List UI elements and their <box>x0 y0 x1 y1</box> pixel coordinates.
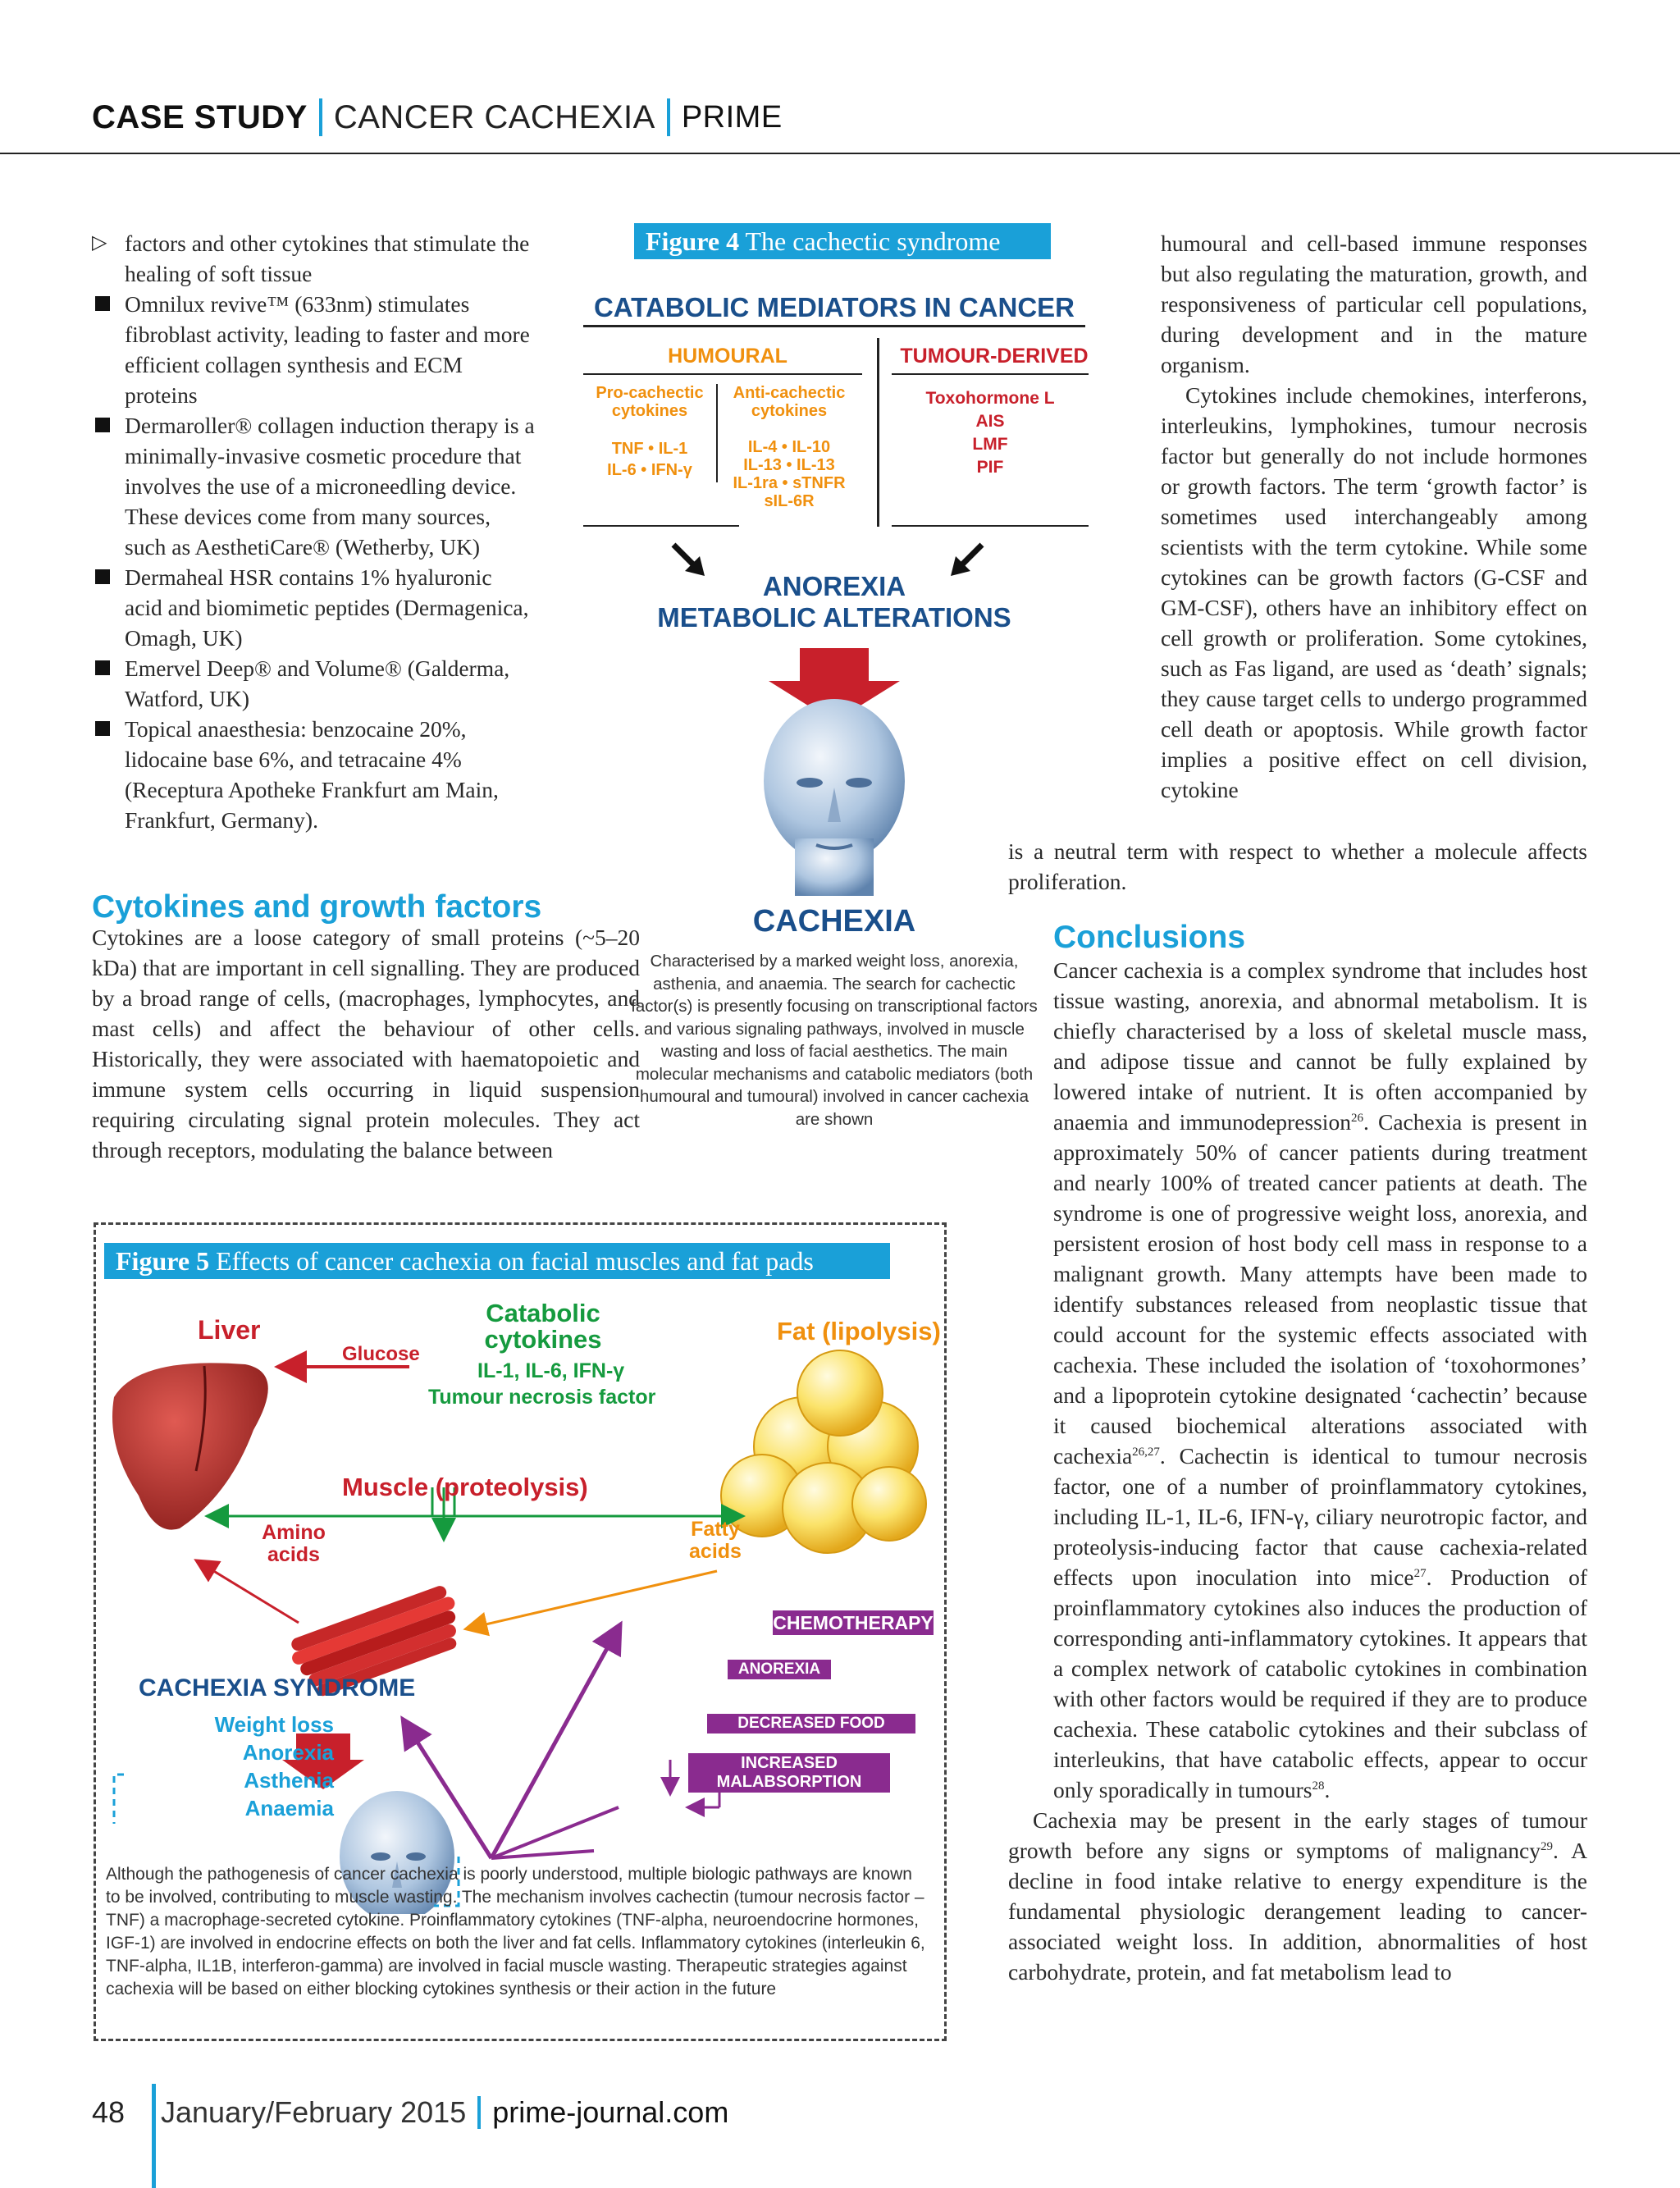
pro-cachectic-list: TNF • IL-1 IL-6 • IFN-γ <box>607 440 692 479</box>
fatty-acids-arrow <box>475 1571 717 1627</box>
header-divider <box>667 98 670 136</box>
symptom-item: Anaemia <box>244 1796 334 1820</box>
anorexia-label: ANOREXIA <box>762 571 906 601</box>
square-bullet-icon <box>95 418 110 432</box>
bullet-item: Omnilux revive™ (633nm) stimulates fibroblast activity, leading to faster and more efficient collagen synthesis and ECM proteins <box>92 289 535 410</box>
tumour-derived-list: Toxohormone L AIS LMF PIF <box>925 389 1055 477</box>
conclusions-body <box>1008 955 1587 1987</box>
conclusions-heading: Conclusions <box>1053 920 1246 955</box>
header-section: CASE STUDY <box>92 98 308 135</box>
cytokines-paragraph: Cytokines are a loose category of small proteins (~5–20 kDa) that are important in cell signalling. They are produced by a broad range of cells, (macrophages, lymphocytes, and mast cells) and affect the behaviour of other cells. Historically, they were associated with haematopoietic and immune system cells occurring in liquid suspension requiring circulating signal protein molecules. They act through receptors, modulating the balance between <box>92 925 640 1163</box>
humoural-rule <box>583 373 862 375</box>
fatty-acids-label: Fatty acids <box>689 1518 742 1563</box>
header-rule <box>0 153 1680 154</box>
symptom-item: Anorexia <box>242 1740 334 1765</box>
right-paragraph-3: is a neutral term with respect to whether a molecule affects proliferation. <box>1008 838 1587 894</box>
purple-link <box>491 1807 619 1858</box>
cytokines-heading: Cytokines and growth factors <box>92 889 542 925</box>
symptom-item: Weight loss <box>214 1712 334 1737</box>
increased-malabsorption-box: INCREASED MALABSORPTION <box>688 1753 890 1793</box>
humoural-bottom-rule <box>583 525 739 527</box>
amino-acids-arrow <box>204 1565 299 1623</box>
cachexia-label: CACHEXIA <box>752 904 916 939</box>
page-number: 48 <box>92 2095 126 2129</box>
muscle-label: Muscle (proteolysis) <box>342 1473 588 1501</box>
square-bullet-icon <box>95 569 110 584</box>
purple-arrow-to-fat <box>491 1635 614 1858</box>
figure-4-caption: Characterised by a marked weight loss, anorexia, asthenia, and anaemia. The search for cachectic factor(s) is presently focusing on transcriptional factors and various signaling pathways, involved in muscle wasting and loss of facial aesthetics. The main molecular mechanisms and catabolic mediators (both humoural and tumoural) involved in cancer cachexia are shown <box>631 952 1038 1129</box>
figure-5-tag: Figure 5 Effects of cancer cachexia on facial muscles and fat pads <box>104 1243 890 1279</box>
tnf-label: Tumour necrosis factor <box>428 1386 656 1409</box>
tumour-rule <box>892 373 1089 375</box>
issue-date: January/February 2015 <box>161 2095 467 2129</box>
bullet-item: Topical anaesthesia: benzocaine 20%, lidocaine base 6%, and tetracaine 4% (Receptura Apotheke Frankfurt am Main, Frankfurt, Germany). <box>92 714 535 835</box>
journal-site-link[interactable]: prime-journal.com <box>492 2095 729 2129</box>
subcolumn-divider <box>716 384 718 482</box>
glucose-label: Glucose <box>342 1343 420 1365</box>
figure-5-caption: Although the pathogenesis of cancer cachexia is poorly understood, multiple biologic pathways are known to be involved, contributing to muscle wasting. The mechanism involves cachectin (tumour necrosis factor – TNF) a macrophage-secreted cytokine. Proinflammatory cytokines (TNF-alpha, neuroendocrine hormones, IGF-1) are involved in endocrine effects on both the liver and fat cells. Inflammatory cytokines (interleukin 6, TNF-alpha, IL1B, interferon-gamma) are involved in facial muscle wasting. Therapeutic strategies against cachexia will be based on either blocking cytokines synthesis or their action in the future <box>106 1865 925 1998</box>
cytokines-list-label: IL-1, IL-6, IFN-γ <box>477 1359 625 1382</box>
anorexia-box: ANOREXIA <box>728 1660 831 1679</box>
chemotherapy-box: CHEMOTHERAPY <box>773 1612 934 1633</box>
right-paragraph-1: humoural and cell-based immune responses but also regulating the maturation, growth, and responsiveness of particular cell populations, during development and in the mature organism. <box>1161 231 1587 377</box>
column-divider <box>877 338 879 527</box>
tumour-bottom-rule <box>892 525 1089 527</box>
conclusions-paragraph-2: Cachexia may be present in the early stages of tumour growth before any signs or symptoms of malignancy$^{29}$. A decline in food intake relative to energy expenditure is the fundamental physiologic derangement leading to cancer-associated weight loss. In addition, abnormalities of host carbohydrate, protein, and fat metabolism lead to <box>1008 1807 1587 1985</box>
bullet-item: Dermaheal HSR contains 1% hyaluronic acid and biomimetic peptides (Dermagenica, Omagh, UK) <box>92 562 535 653</box>
liver-icon <box>112 1363 268 1529</box>
pro-cachectic-heading: Pro-cachectic cytokines <box>596 384 704 420</box>
page-footer <box>92 2095 728 2130</box>
conclusions-paragraph-lead: Cancer cachexia is a complex syndrome that includes host tissue wasting, anorexia, and abnormal metabolism. It is chiefly characterised by a loss of skeletal muscle mass, and adipose tissue and cannot be fully explained by lowered intake of nutrient. It is often accompanied by anaemia and immunodepression$^{26}$. Cachexia is present in approximately 50% of cancer patients during treatment and nearly 100% of treated cancer patients at death. The syndrome is one of progressive weight loss, anorexia, and persistent erosion of host body cell mass in response to a malignant growth. Many attempts have been made to identify substances released from neoplastic tissue that could account for the systemic effects associated with cachexia. These included the isolation of ‘toxohormones’ and a lipoprotein cytokine designated ‘cachectin’ because it caused biochemical alterations associated with cachexia$^{26,27}$. Cachectin is identical to tumour necrosis factor, one of a number of proinflammatory cytokines, including IL-1, IL-6, IFN-γ, ciliary neurotropic factor, and proteolysis-inducing factor that cause cachexia-related effects upon inoculation into mice$^{27}$. Production of proinflammatory cytokines also induces the production of corresponding anti-inflammatory cytokines. It appears that a complex network of catabolic cytokines in combination with other factors would be required if they are to produce cachexia. These catabolic cytokines and their subclass of interleukins, that have catabolic effects, appear to occur only sporadically in tumours$^{28}$. <box>1053 957 1587 1802</box>
head-illustration-icon <box>754 699 915 896</box>
square-bullet-icon <box>95 296 110 311</box>
header-brand: PRIME <box>681 99 783 135</box>
metabolic-alterations-label: METABOLIC ALTERATIONS <box>657 602 1011 633</box>
right-paragraph-2: Cytokines include chemokines, interferons, interleukins, lymphokines, tumour necrosis factor but generally do not include hormones or growth factors. The term ‘growth factor’ is sometimes used interchangeably among scientists with the term cytokine. While some cytokines can be growth factors (G-CSF and GM-CSF), others have an inhibitory effect on cell growth or proliferation. Some cytokines, such as Fas ligand, are used as ‘death’ signals; they cause target cells to undergo programmed cell death or apoptosis. While growth factor implies a positive effect on cell division, cytokine <box>1161 382 1587 802</box>
left-bullet-list <box>92 228 535 835</box>
anti-cachectic-list: IL-4 • IL-10 IL-13 • IL-13 IL-1ra • sTNFR sIL-6R <box>733 438 846 510</box>
symptom-item: Asthenia <box>244 1768 334 1793</box>
decreased-food-intake-box: DECREASED FOOD INTAKE <box>707 1714 915 1733</box>
footer-divider <box>477 2096 481 2129</box>
figure-5 <box>94 1222 947 2041</box>
amino-acids-label: Amino acids <box>262 1521 326 1566</box>
square-bullet-icon <box>95 721 110 736</box>
right-column-wide <box>1008 836 1587 897</box>
title-rule <box>583 325 1085 327</box>
catabolic-cytokines-label: Catabolic cytokines <box>484 1299 602 1354</box>
tumour-derived-label: TUMOUR-DERIVED <box>900 345 1089 368</box>
bullet-item: Emervel Deep® and Volume® (Galderma, Watford, UK) <box>92 653 535 714</box>
square-bullet-icon <box>95 660 110 675</box>
humoural-label: HUMOURAL <box>668 345 788 368</box>
page-header <box>92 97 783 138</box>
anti-cachectic-heading: Anti-cachectic cytokines <box>733 384 846 420</box>
syndrome-bracket <box>114 1775 124 1824</box>
figure-4-tag: Figure 4 The cachectic syndrome <box>634 223 1051 259</box>
syndrome-symptoms <box>194 1711 334 1822</box>
right-column-upper <box>1161 228 1587 805</box>
liver-label: Liver <box>198 1315 261 1345</box>
header-topic: CANCER CACHEXIA <box>333 98 655 135</box>
header-divider <box>319 98 322 136</box>
bullet-item: ▷ factors and other cytokines that stimulate the healing of soft tissue <box>92 228 535 289</box>
cachexia-syndrome-title: CACHEXIA SYNDROME <box>139 1674 416 1702</box>
fat-label: Fat (lipolysis) <box>777 1317 941 1345</box>
bullet-item: Dermaroller® collagen induction therapy is a minimally-invasive cosmetic procedure that involves the use of a microneedling device. These devices come from many sources, such as AesthetiCare® (Wetherby, UK) <box>92 410 535 562</box>
catabolic-mediators-title: CATABOLIC MEDIATORS IN CANCER <box>593 292 1075 322</box>
triangle-bullet-icon: ▷ <box>92 232 107 254</box>
